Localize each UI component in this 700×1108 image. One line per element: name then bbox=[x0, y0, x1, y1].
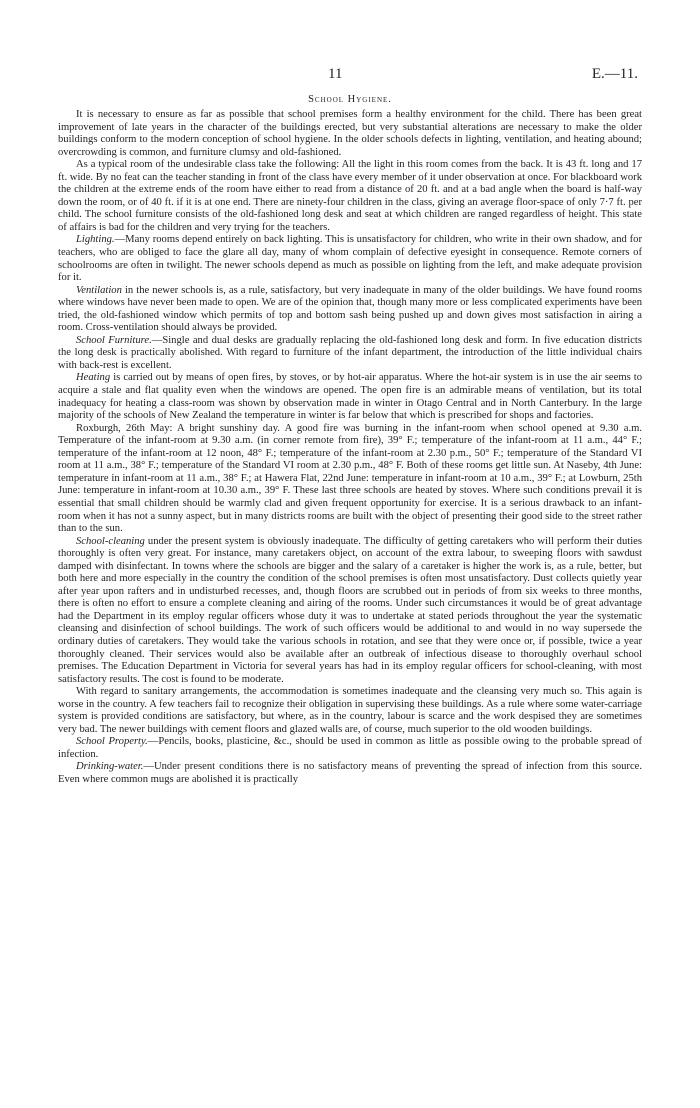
paragraph-text: With regard to sanitary arrangements, the accommodation is sometimes inadequate and the cleansing very much so. This again is worse in the country. A few teachers fail to recognize their obligation in supervising these buildings. As a rule where some water-carriage system is provided conditions are satisfactory, but where, as in the country, labour is scarce and the work despised they are sometimes very bad. The newer buildings with cement floors and glazed walls are, of course, much superior to the old wooden buildings. bbox=[58, 686, 642, 735]
paragraph-lead: Drinking-water. bbox=[76, 761, 144, 773]
paragraph-lead: School Furniture. bbox=[76, 334, 152, 346]
paragraph-school-cleaning bbox=[58, 536, 642, 687]
paragraph-intro bbox=[58, 109, 642, 159]
page-number: 11 bbox=[328, 66, 343, 82]
paragraph-lead: Ventilation bbox=[76, 284, 122, 296]
paragraph-sanitary bbox=[58, 686, 642, 736]
paragraph-lead: School-cleaning bbox=[76, 535, 145, 547]
paragraph-lead: Lighting. bbox=[76, 234, 115, 246]
paragraph-drinking-water bbox=[58, 761, 642, 786]
paragraph-typical-room bbox=[58, 159, 642, 234]
document-reference: E.—11. bbox=[591, 66, 638, 82]
paragraph-text: —Single and dual desks are gradually replacing the old-fashioned long desk and form. In five education districts the long desk is practically abolished. With regard to furniture of the infant department, the introduction of the little individual chairs with back-rest is excellent. bbox=[58, 334, 642, 371]
paragraph-text: —Under present conditions there is no satisfactory means of preventing the spread of infection from this source. Even where common mugs are abolished it is practically bbox=[58, 761, 642, 785]
paragraph-temperatures bbox=[58, 423, 642, 536]
paragraph-text: under the present system is obviously inadequate. The difficulty of getting caretakers who will perform their duties thoroughly is often very great. For instance, many caretakers object, on account of the extra labour, to sweeping floors with sawdust damped with disinfectant. In towns where the schools are bigger and the salary of a caretaker is higher the work is, as a rule, better, but both here and more especially in the country the condition of the school premises is often most unsatisfactory. Dust collects quietly year after year upon rafters and in undisturbed recesses, and, though floors are scrubbed out in periods of from six weeks to three months, there is often no effort to ensure a complete cleaning and airing of the rooms. Under such circumstances it would be of great advantage had the Department in its employ regular officers whose duty it was to undertake at stated periods throughout the year the systematic cleansing and disinfection of school buildings. The work of such officers would be additional to and would in no way supersede the ordinary duties of caretakers. They would take the various schools in rotation, and see that they were once or, if possible, twice a year thoroughly cleaned. Their services would also be available after an outbreak of infectious disease to thoroughly overhaul school premises. The Education Department in Victoria for several years has had in its employ regular officers for school-cleaning, with most satisfactory results. The cost is found to be moderate. bbox=[58, 535, 642, 685]
paragraph-lead: School Property. bbox=[76, 736, 148, 748]
paragraph-text: —Pencils, books, plasticine, &c., should be used in common as little as possible owing to the probable spread of infection. bbox=[58, 736, 643, 760]
paragraph-lighting bbox=[58, 234, 642, 284]
paragraph-text: is carried out by means of open fires, by stoves, or by hot-air apparatus. Where the hot-air system is in use the air seems to acquire a stale and flat quality even when the windows are opened. The open fire is an admirable means of ventilation, but its total inadequacy for heating a class-room was shown by observation made in winter in Otago Central and in North Canterbury. In the large majority of the schools of New Zealand the temperature in winter is far below that which is prescribed for shops and factories. bbox=[58, 372, 642, 422]
paragraph-text: Roxburgh, 26th May: A bright sunshiny day. A good fire was burning in the infant-room when school opened at 9.30 a.m. Temperature of the infant-room at 9.30 a.m. (in corner remote from fire), 39° F.; temperature of the infant-room at 11 a.m., 44° F.; temperature of the infant-room at 12 noon, 48° F.; temperature of the infant-room at 2.30 p.m., 50° F.; temperature of the Standard VI room at 11 a.m., 38° F.; temperature of the Standard VI room at 2.30 p.m., 48° F. Both of these rooms get little sun. At Naseby, 4th June: temperature in infant-room at 11 a.m., 38° F.; at Hawera Flat, 22nd June: temperature in infant-room at 10 a.m., 39° F.; at Lowburn, 25th June: temperature in infant-room at 10.30 a.m., 39° F. These last three schools are heated by stoves. Where such conditions prevail it is essential that small children should be warmly clad and given frequent opportunity for exercise. It is a serious drawback to an infant-room when it has not a sunny aspect, but in many districts rooms are built with the object of presenting their good side to the street rather than to the sun. bbox=[58, 422, 642, 535]
paragraph-ventilation bbox=[58, 285, 642, 335]
paragraph-text: It is necessary to ensure as far as possible that school premises form a healthy environment for the child. There has been great improvement of late years in the character of the buildings erected, but very substantial alterations are necessary to make the older buildings conform to the modern conception of school hygiene. In the older schools defects in lighting, ventilation, and heating abound; overcrowding is common, and furniture clumsy and old-fashioned. bbox=[58, 109, 642, 158]
paragraph-heating bbox=[58, 372, 642, 422]
paragraph-text: As a typical room of the undesirable class take the following: All the light in this room comes from the back. It is 43 ft. long and 17 ft. wide. By no feat can the teacher standing in front of the class have every member of it under observation at once. For blackboard work the children at the extreme ends of the room have either to read from a distance of 20 ft. and at a bad angle when the board is half-way down the room, or of 40 ft. if it is at one end. There are ninety-four children in the class, giving an average floor-space of only 7·7 ft. per child. The school furniture consists of the old-fashioned long desk and seat at which children are ranged regardless of height. This state of affairs is bad for the children and very trying for the teachers. bbox=[58, 159, 642, 233]
paragraph-school-property bbox=[58, 736, 642, 761]
paragraph-text: —Many rooms depend entirely on back lighting. This is unsatisfactory for children, who write in their own shadow, and for teachers, who are obliged to face the glare all day, many of whom complain of defective eyesight in consequence. Remote corners of schoolrooms are often in twilight. The newer schools depend as much as possible on lighting from the left, and make adequate provision for it. bbox=[58, 234, 642, 284]
section-title: School Hygiene. bbox=[308, 94, 392, 105]
paragraph-text: in the newer schools is, as a rule, satisfactory, but very inadequate in many of the older buildings. We have found rooms where windows have never been made to open. We are of the opinion that, though many more or less complicated experiments have been tried, the old-fashioned window which permits of top and bottom sash being pushed up and down gives most satisfaction in airing a room. Cross-ventilation should always be provided. bbox=[58, 284, 642, 334]
paragraph-lead: Heating bbox=[76, 372, 111, 384]
paragraph-school-furniture bbox=[58, 335, 642, 373]
